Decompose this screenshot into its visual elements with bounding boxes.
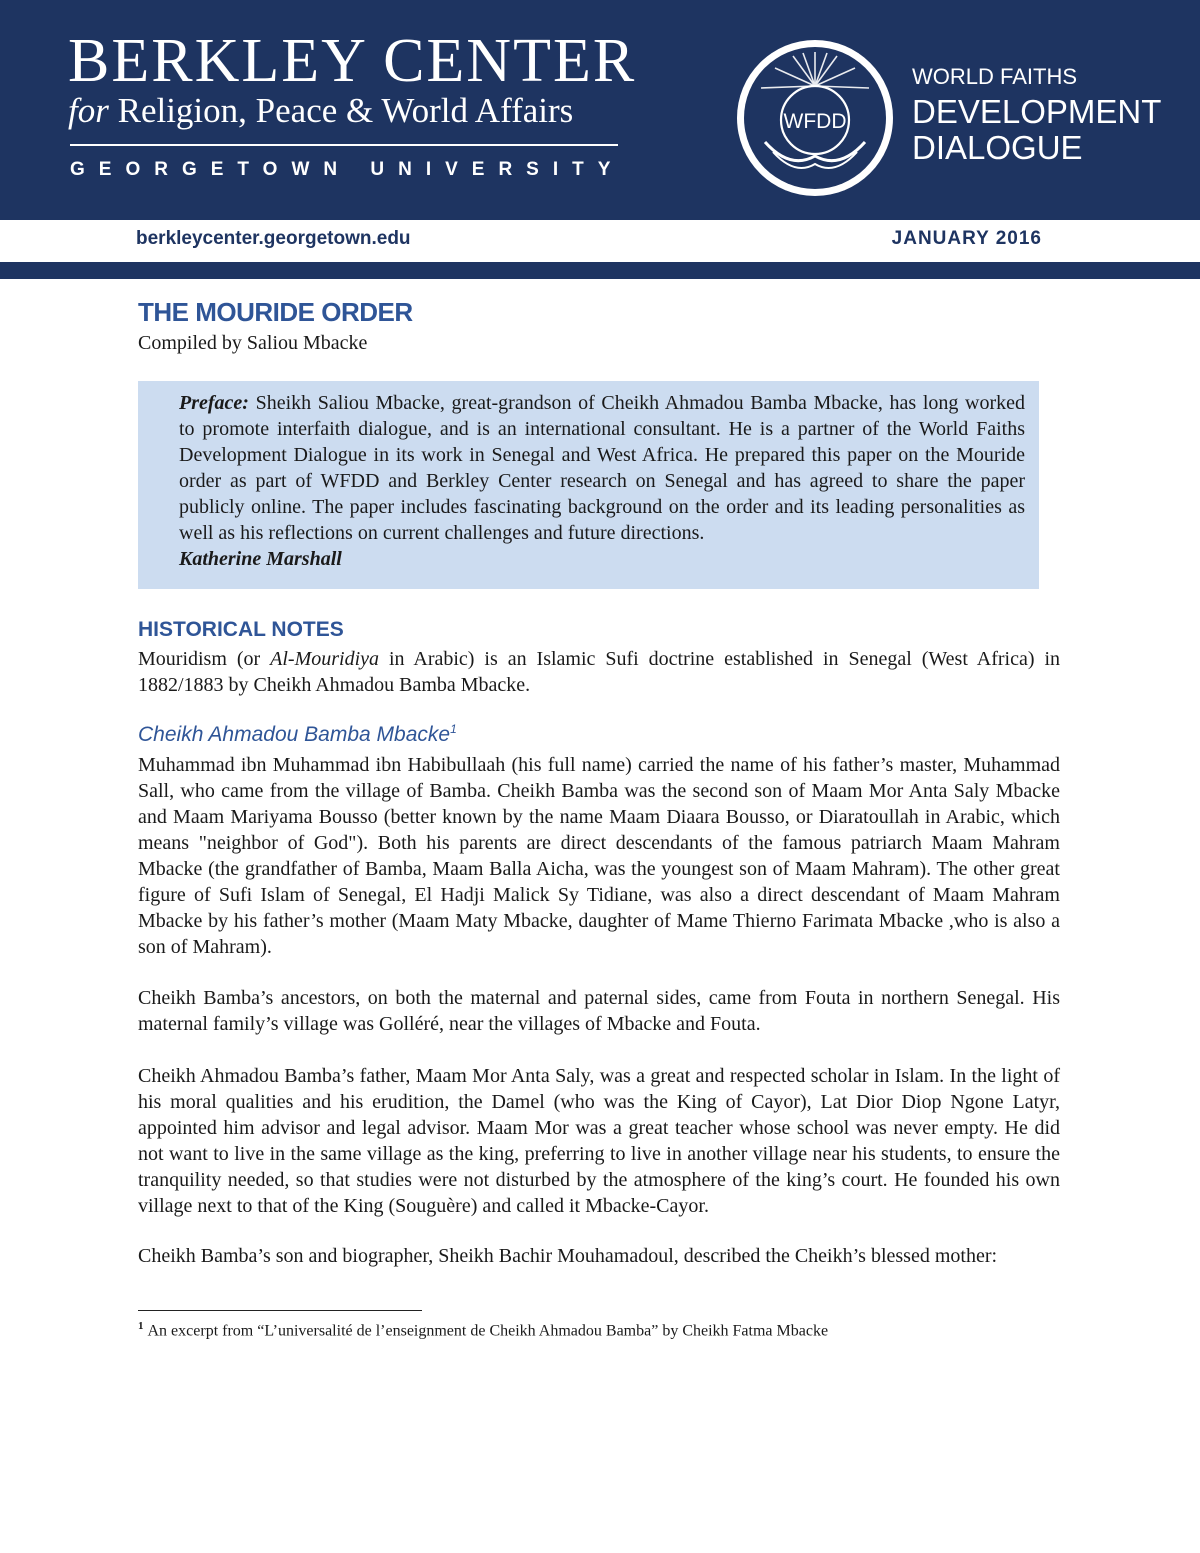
para-text-emphasis: Al-Mouridiya [270,648,380,670]
center-subtitle [68,93,573,128]
wfdd-seal-icon [735,38,895,198]
header-bottom-bar [0,262,1200,279]
footnote [138,1320,828,1340]
header-divider [70,144,618,146]
subsection-heading-cheikh-bamba [138,722,457,747]
body-paragraph-3: Cheikh Ahmadou Bamba’s father, Maam Mor Anta Saly, was a great and respected scholar in Islam. In the light of his moral qualities and his erudition, the Damel (who was the King of Cayor), Lat Dior Diop Ngone Latyr, appointed him advisor and legal advisor. Maam Mor was a great teacher whose school was never empty. He did not want to live in the same village as the king, preferring to live in another village near his students, to ensure the tranquility needed, so that studies were not disturbed by the atmosphere of the king’s court. He founded his own village next to that of the King (Souguère) and called it Mbacke-Cayor. [138,1065,1060,1217]
document-title: THE MOURIDE ORDER [138,297,413,327]
historical-notes-paragraph [138,646,1060,698]
center-name: BERKLEY CENTER [68,27,637,95]
para-text-end: in Arabic) is an Islamic Sufi doctrine established in Senegal (West Africa) in 1882/1883 by Cheikh Ahmadou Bamba Mbacke. [138,648,1060,696]
subsection-heading-text: Cheikh Ahmadou Bamba Mbacke [138,723,451,746]
para-text-start: Mouridism (or [138,648,271,670]
preface-box [138,381,1039,589]
header-subbar [0,220,1200,262]
preface-paragraph [179,390,1025,572]
seal-label: WFDD [783,110,847,133]
preface-lead: Preface: [179,392,249,414]
website-link[interactable]: berkleycenter.georgetown.edu [136,228,411,249]
preface-signature: Katherine Marshall [179,548,342,570]
footnote-reference[interactable]: 1 [450,722,457,736]
body-paragraph-4: Cheikh Bamba’s son and biographer, Sheikh Bachir Mouhamadoul, described the Cheikh’s blessed mother: [138,1245,998,1267]
header-banner [0,0,1200,220]
partner-line-3: DIALOGUE [912,129,1083,166]
university-name: GEORGETOWN UNIVERSITY [70,159,625,180]
partner-line-1: WORLD FAITHS [912,64,1078,89]
preface-text: Sheikh Saliou Mbacke, great-grandson of Cheikh Ahmadou Bamba Mbacke, has long worked to promote interfaith dialogue, and is an international consultant. He is a partner of the World Faiths Development Dialogue in its work in Senegal and West Africa. He prepared this paper on the Mouride order as part of WFDD and Berkley Center research on Senegal and has agreed to share the paper publicly online. The paper includes fascinating background on the order and its leading personalities as well as his reflections on current challenges and future directions. [179,392,1025,544]
footnote-text: An excerpt from “L’universalité de l’enseignment de Cheikh Ahmadou Bamba” by Cheikh Fatma Mbacke [147,1322,829,1340]
body-paragraph-2: Cheikh Bamba’s ancestors, on both the maternal and paternal sides, came from Fouta in northern Senegal. His maternal family’s village was Golléré, near the villages of Mbacke and Fouta. [138,987,1060,1035]
center-subtitle-rest: Religion, Peace & World Affairs [117,91,574,130]
document-byline: Compiled by Saliou Mbacke [138,332,368,354]
center-subtitle-for: for [68,91,109,130]
body-paragraph-1: Muhammad ibn Muhammad ibn Habibullaah (his full name) carried the name of his father’s master, Muhammad Sall, who came from the village of Bamba. Cheikh Bamba was the second son of Maam Mor Anta Saly Mbacke and Maam Mariyama Bousso (better known by the name Maam Diaara Bousso, or Diaratoullah in Arabic, which means "neighbor of God"). Both his parents are direct descendants of the famous patriarch Maam Mahram Mbacke (the grandfather of Bamba, Maam Balla Aicha, was the youngest son of Maam Mahram). The other great figure of Sufi Islam of Senegal, El Hadji Malick Sy Tidiane, was also a direct descendant of Maam Mahram Mbacke by his father’s mother (Maam Maty Mbacke, daughter of Mame Thierno Farimata Mbacke ,who is also a son of Mahram). [138,754,1060,958]
partner-line-2: DEVELOPMENT [912,93,1162,130]
section-heading-historical-notes: HISTORICAL NOTES [138,618,344,641]
footnote-mark: 1 [138,1320,144,1332]
publication-date: JANUARY 2016 [891,228,1042,249]
footnote-divider [138,1310,422,1311]
partner-name [912,66,1161,164]
